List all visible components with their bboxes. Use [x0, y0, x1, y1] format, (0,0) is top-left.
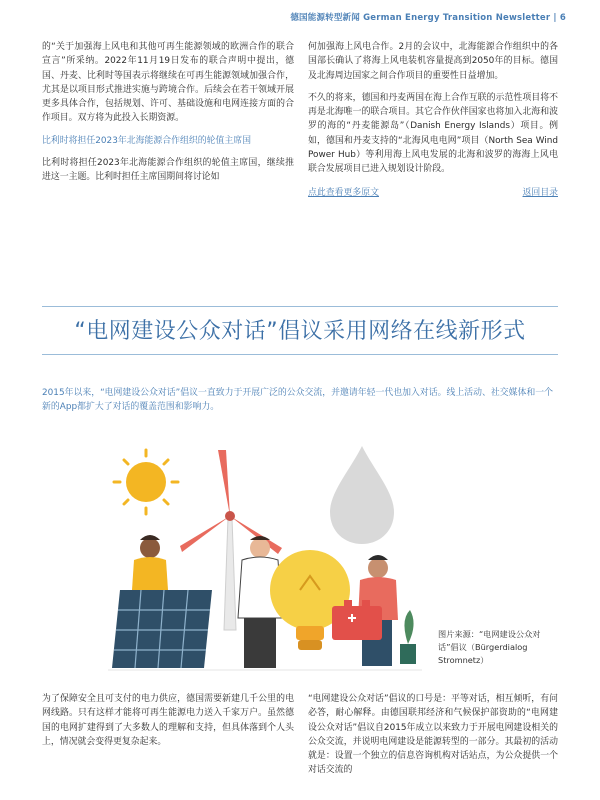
- energy-dialogue-illustration: [100, 440, 430, 690]
- right-paragraph-2: 不久的将来，德国和丹麦两国在海上合作互联的示范性项目将不再是北海唯一的联合项目。其它合作伙伴国家也将加入北海和波罗的海的“丹麦能源岛”（Danish Energy Islands）项目。例如，德国和丹麦支持的“北海风电电网”项目（North Sea Wind Power Hub）等利用海上风电发展的北海和波罗的海海上风电联合发展项目已进入规划设计阶段。: [308, 92, 558, 175]
- title-bottom-rule: [42, 354, 558, 355]
- person-left-figure: [132, 535, 168, 590]
- read-original-link[interactable]: 点此查看更多原文: [308, 187, 379, 198]
- newsletter-header-text: 德国能源转型新闻 German Energy Transition Newsletter | 6: [290, 13, 566, 23]
- page-header: [0, 0, 600, 28]
- left-paragraph-1: 的“关于加强海上风电和其他可再生能源领域的欧洲合作的联合宣言”所采纳。2022年11月19日发布的联合声明中提出，德国、丹麦、比利时等国表示将继续在可再生能源领域加强合作，尤其是以项目形式推进实施与跨境合作。后续会在若干领域开展更多具体合作，包括规划、许可、基础设施和电网连接方面的合作项目。双方将为此投入长期资源。: [42, 42, 294, 124]
- battery-icon: [332, 600, 382, 640]
- article-body-left: [42, 692, 294, 757]
- article-title: “电网建设公众对话”倡议采用网络在线新形式: [74, 319, 526, 344]
- link-row: [308, 185, 558, 201]
- water-drop-icon: [330, 446, 394, 544]
- section-subheading: 比利时将担任2023年北海能源合作组织的轮值主席国: [42, 135, 251, 146]
- plant-icon: [400, 610, 416, 664]
- previous-article-continuation: [0, 40, 600, 220]
- title-top-rule: [42, 306, 558, 307]
- right-paragraph-1: 何加强海上风电合作。2月的会议中，北海能源合作组织中的各国部长确认了将海上风电装机容量提高到2050年的目标。德国及北海周边国家之间合作项目的重要性日益增加。: [308, 42, 558, 81]
- article-body-right: [308, 692, 558, 786]
- left-paragraph-2: 比利时将担任2023年北海能源合作组织的轮值主席国，继续推进这一主题。比利时担任主席国期间将讨论如: [42, 157, 294, 183]
- article-paragraph-left: 为了保障安全且可支付的电力供应，德国需要新建几千公里的电网线路。只有这样才能将可再生能源电力送入千家万户。虽然德国的电网扩建得到了大多数人的理解和支持，但具体落到个人头上，情况就会变得更复杂起来。: [42, 694, 294, 747]
- sun-icon: [114, 450, 178, 514]
- left-column: [42, 40, 294, 192]
- solar-panel-icon: [112, 590, 212, 668]
- article-paragraph-right: “电网建设公众对话”倡议的口号是：平等对话，相互倾听，有问必答，耐心解释。由德国联邦经济和气候保护部资助的“电网建设公众对话”倡议自2015年成立以来致力于开展电网建设相关的公众交流，并说明电网建设是能源转型的一部分。其最初的活动就是：设置一个独立的信息咨询机构对话站点，为公众提供一个对话交流的: [308, 694, 558, 776]
- right-column: [308, 40, 558, 201]
- back-to-contents-link[interactable]: 返回目录: [522, 187, 558, 198]
- image-caption: 图片来源：“电网建设公众对话”倡议（Bürgerdialog Stromnetz）: [438, 629, 541, 665]
- article-intro: 2015年以来，“电网建设公众对话”倡议一直致力于开展广泛的公众交流，并邀请年轻一代也加入对话。线上活动、社交媒体和一个新的App都扩大了对话的覆盖范围和影响力。: [42, 388, 554, 412]
